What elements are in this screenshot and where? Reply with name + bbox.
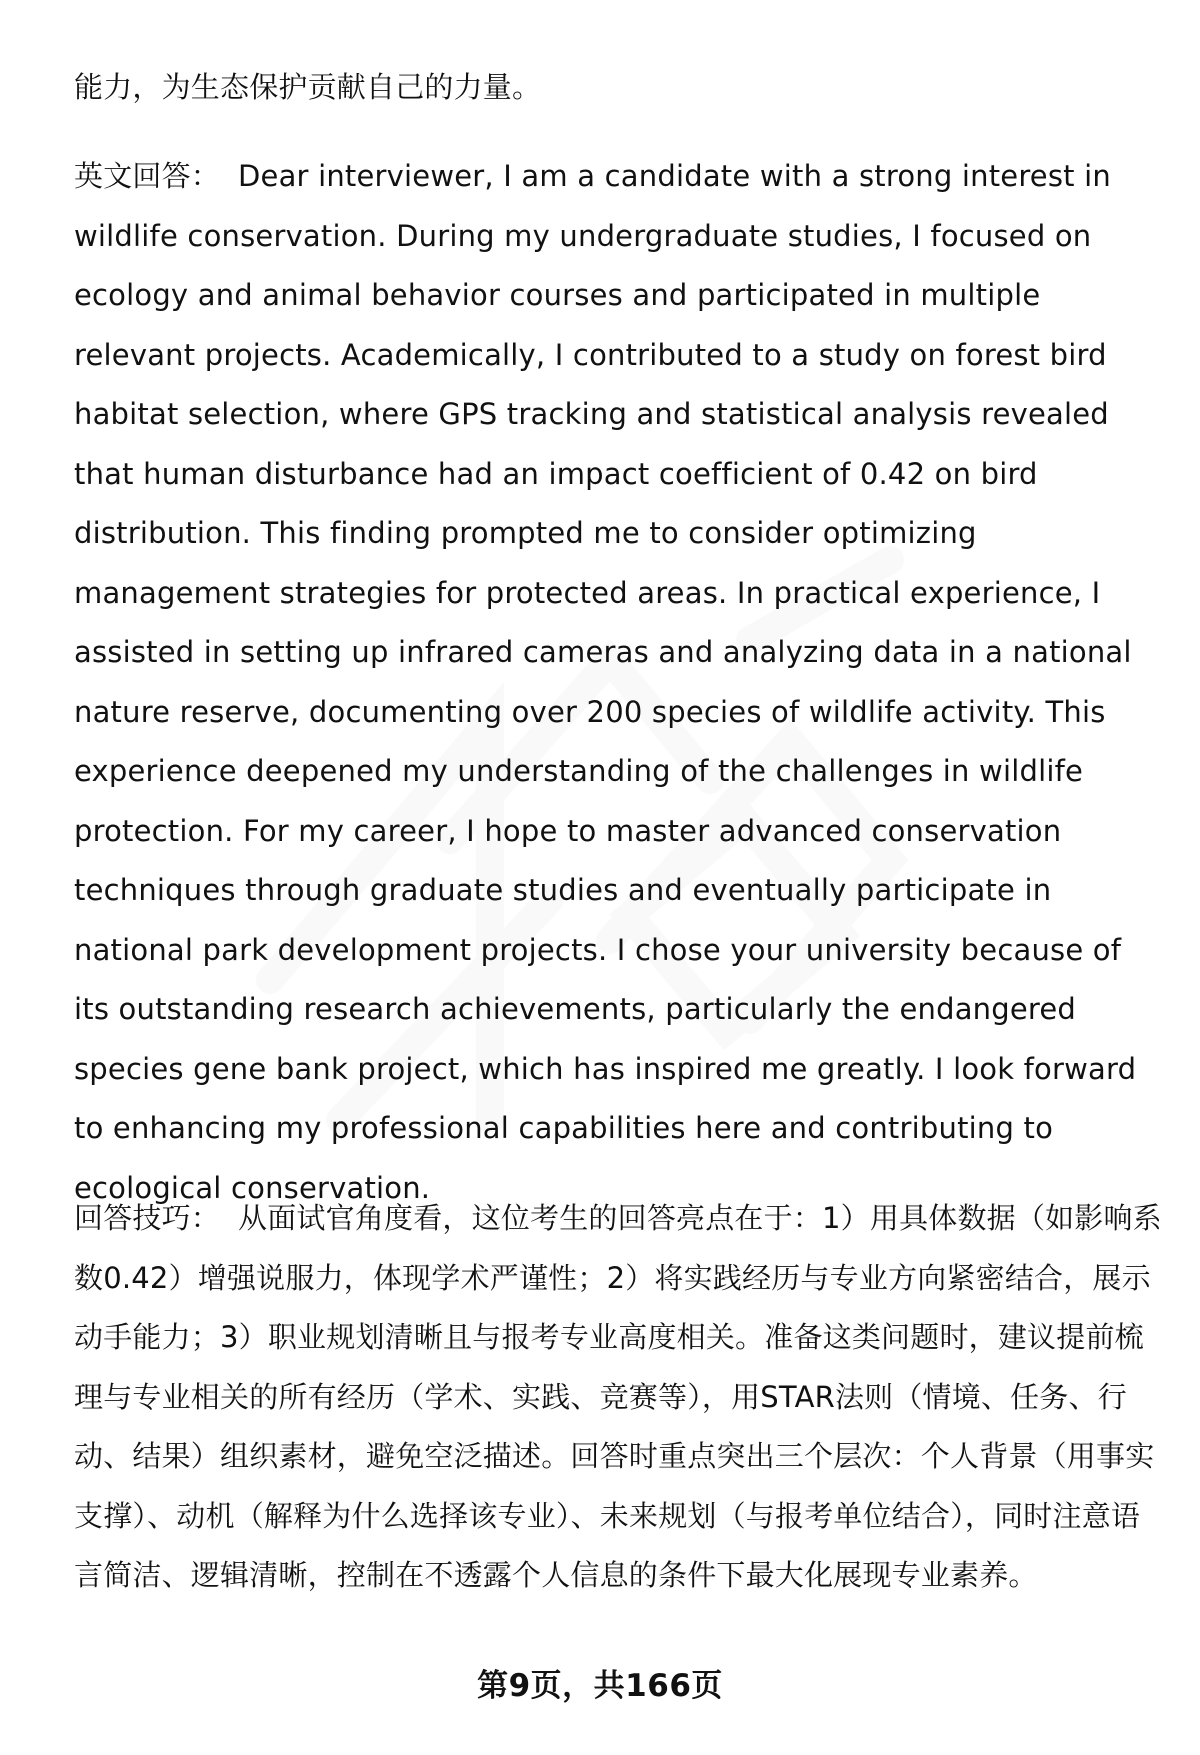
- top-fragment: 能力，为生态保护贡献自己的力量。: [74, 70, 542, 104]
- english-answer-text: Dear interviewer, I am a candidate with a strong interest in wildlife conservation. During my undergraduate studies, I focused on ecology and animal behavior courses and participated in multiple relevant projects. Academically, I contributed to a study on forest bird habitat selection, where GPS tracking and statistical analysis revealed that human disturbance had an impact coefficient of 0.42 on bird distribution. This finding prompted me to consider optimizing management strategies for protected areas. In practical experience, I assisted in setting up infrared cameras and analyzing data in a national nature reserve, documenting over 200 species of wildlife activity. This experience deepened my understanding of the challenges in wildlife protection. For my career, I hope to master advanced conservation techniques through graduate studies and eventually participate in national park development projects. I chose your university because of its outstanding research achievements, particularly the endangered species gene bank project, which has inspired me greatly. I look forward to enhancing my professional capabilities here and contributing to ecological conservation.: [74, 159, 1137, 1205]
- english-answer-paragraph: [74, 147, 1164, 1218]
- answer-tips-text: 从面试官角度看，这位考生的回答亮点在于：1）用具体数据（如影响系数0.42）增强说服力，体现学术严谨性；2）将实践经历与专业方向紧密结合，展示动手能力；3）职业规划清晰且与报考专业高度相关。准备这类问题时，建议提前梳理与专业相关的所有经历（学术、实践、竞赛等），用STAR法则（情境、任务、行动、结果）组织素材，避免空泛描述。回答时重点突出三个层次：个人背景（用事实支撑）、动机（解释为什么选择该专业）、未来规划（与报考单位结合），同时注意语言简洁、逻辑清晰，控制在不透露个人信息的条件下最大化展现专业素养。: [74, 1201, 1162, 1592]
- answer-tips-label: 回答技巧：: [74, 1201, 221, 1235]
- page-number-footer: 第9页，共166页: [477, 1668, 723, 1704]
- answer-tips-paragraph: [74, 1189, 1164, 1606]
- english-answer-label: 英文回答：: [74, 159, 221, 193]
